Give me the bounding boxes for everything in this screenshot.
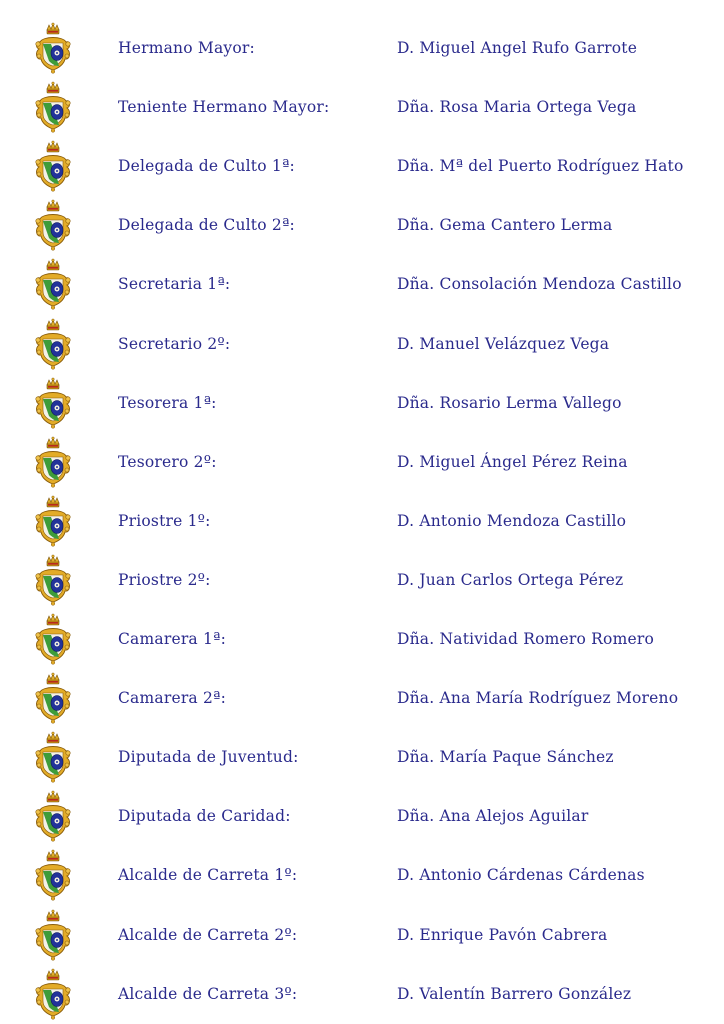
- member-name: Dña. María Paque Sánchez: [397, 748, 614, 766]
- brotherhood-crest-icon: [32, 731, 74, 783]
- board-member-row: [0, 909, 724, 961]
- member-name: D. Antonio Mendoza Castillo: [397, 512, 627, 530]
- member-role: Alcalde de Carreta 2º:: [118, 926, 298, 944]
- member-role: Hermano Mayor:: [118, 39, 255, 57]
- brotherhood-crest-icon: [32, 318, 74, 370]
- brotherhood-crest-icon: [32, 436, 74, 488]
- board-member-row: [0, 199, 724, 251]
- board-member-row: [0, 81, 724, 133]
- board-member-row: [0, 140, 724, 192]
- member-role: Delegada de Culto 1ª:: [118, 157, 295, 175]
- member-name: Dña. Natividad Romero Romero: [397, 630, 654, 648]
- member-role: Teniente Hermano Mayor:: [118, 98, 330, 116]
- board-member-row: [0, 731, 724, 783]
- member-role: Delegada de Culto 2ª:: [118, 216, 295, 234]
- board-member-row: [0, 436, 724, 488]
- board-member-row: [0, 672, 724, 724]
- member-name: Dña. Ana María Rodríguez Moreno: [397, 689, 679, 707]
- member-name: Dña. Ana Alejos Aguilar: [397, 807, 589, 825]
- member-role: Camarera 1ª:: [118, 630, 227, 648]
- member-name: D. Valentín Barrero González: [397, 985, 632, 1003]
- member-role: Tesorero 2º:: [118, 453, 217, 471]
- brotherhood-crest-icon: [32, 672, 74, 724]
- brotherhood-crest-icon: [32, 554, 74, 606]
- board-member-row: [0, 968, 724, 1020]
- board-member-row: [0, 849, 724, 901]
- brotherhood-crest-icon: [32, 968, 74, 1020]
- member-name: D. Juan Carlos Ortega Pérez: [397, 571, 624, 589]
- member-name: D. Antonio Cárdenas Cárdenas: [397, 866, 645, 884]
- member-role: Priostre 1º:: [118, 512, 211, 530]
- board-member-row: [0, 613, 724, 665]
- board-member-row: [0, 318, 724, 370]
- brotherhood-crest-icon: [32, 909, 74, 961]
- member-name: D. Manuel Velázquez Vega: [397, 335, 610, 353]
- member-role: Alcalde de Carreta 1º:: [118, 866, 298, 884]
- member-name: D. Miguel Ángel Pérez Reina: [397, 453, 628, 471]
- brotherhood-crest-icon: [32, 199, 74, 251]
- member-role: Tesorera 1ª:: [118, 394, 217, 412]
- member-role: Secretario 2º:: [118, 335, 231, 353]
- member-role: Priostre 2º:: [118, 571, 211, 589]
- brotherhood-crest-icon: [32, 495, 74, 547]
- member-name: D. Miguel Angel Rufo Garrote: [397, 39, 638, 57]
- brotherhood-crest-icon: [32, 22, 74, 74]
- board-member-row: [0, 495, 724, 547]
- member-name: D. Enrique Pavón Cabrera: [397, 926, 608, 944]
- board-member-row: [0, 258, 724, 310]
- board-member-row: [0, 554, 724, 606]
- board-member-row: [0, 22, 724, 74]
- member-role: Secretaria 1ª:: [118, 275, 231, 293]
- brotherhood-crest-icon: [32, 377, 74, 429]
- member-name: Dña. Rosa Maria Ortega Vega: [397, 98, 637, 116]
- member-role: Camarera 2ª:: [118, 689, 227, 707]
- brotherhood-crest-icon: [32, 81, 74, 133]
- member-role: Diputada de Caridad:: [118, 807, 291, 825]
- brotherhood-crest-icon: [32, 790, 74, 842]
- member-name: Dña. Mª del Puerto Rodríguez Hato: [397, 157, 684, 175]
- member-role: Alcalde de Carreta 3º:: [118, 985, 298, 1003]
- board-member-row: [0, 377, 724, 429]
- brotherhood-crest-icon: [32, 140, 74, 192]
- board-member-row: [0, 790, 724, 842]
- member-name: Dña. Gema Cantero Lerma: [397, 216, 613, 234]
- brotherhood-crest-icon: [32, 258, 74, 310]
- member-name: Dña. Consolación Mendoza Castillo: [397, 275, 682, 293]
- member-role: Diputada de Juventud:: [118, 748, 299, 766]
- brotherhood-crest-icon: [32, 849, 74, 901]
- brotherhood-crest-icon: [32, 613, 74, 665]
- member-name: Dña. Rosario Lerma Vallego: [397, 394, 622, 412]
